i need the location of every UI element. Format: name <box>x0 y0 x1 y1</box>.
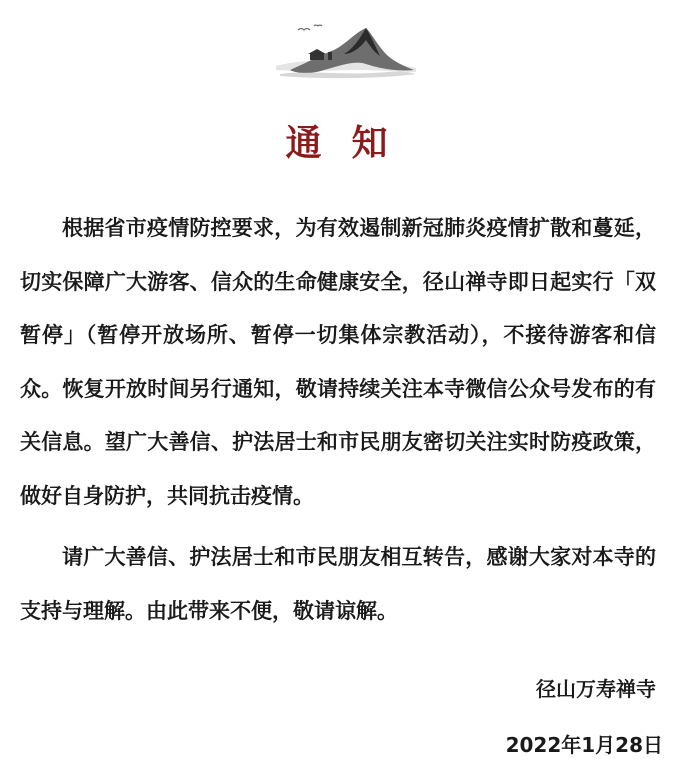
page-title: 通知 <box>285 123 418 164</box>
notice-body <box>20 202 656 638</box>
mountain-ink-icon <box>268 20 418 82</box>
notice-date: 2022年1月28日 <box>505 733 663 757</box>
notice-paragraph: 根据省市疫情防控要求，为有效遏制新冠肺炎疫情扩散和蔓延，切实保障广大游客、信众的生命健康安全，径山禅寺即日起实行「双暂停」（暂停开放场所、暂停一切集体宗教活动），不接待游客和信众。恢复开放时间另行通知，敬请持续关注本寺微信公众号发布的有关信息。望广大善信、护法居士和市民朋友密切关注实时防疫政策，做好自身防护，共同抗击疫情。 <box>20 216 656 508</box>
notice-paragraph: 请广大善信、护法居士和市民朋友相互转告，感谢大家对本寺的支持与理解。由此带来不便，敬请谅解。 <box>20 545 656 623</box>
signature: 径山万寿禅寺 <box>536 677 656 701</box>
